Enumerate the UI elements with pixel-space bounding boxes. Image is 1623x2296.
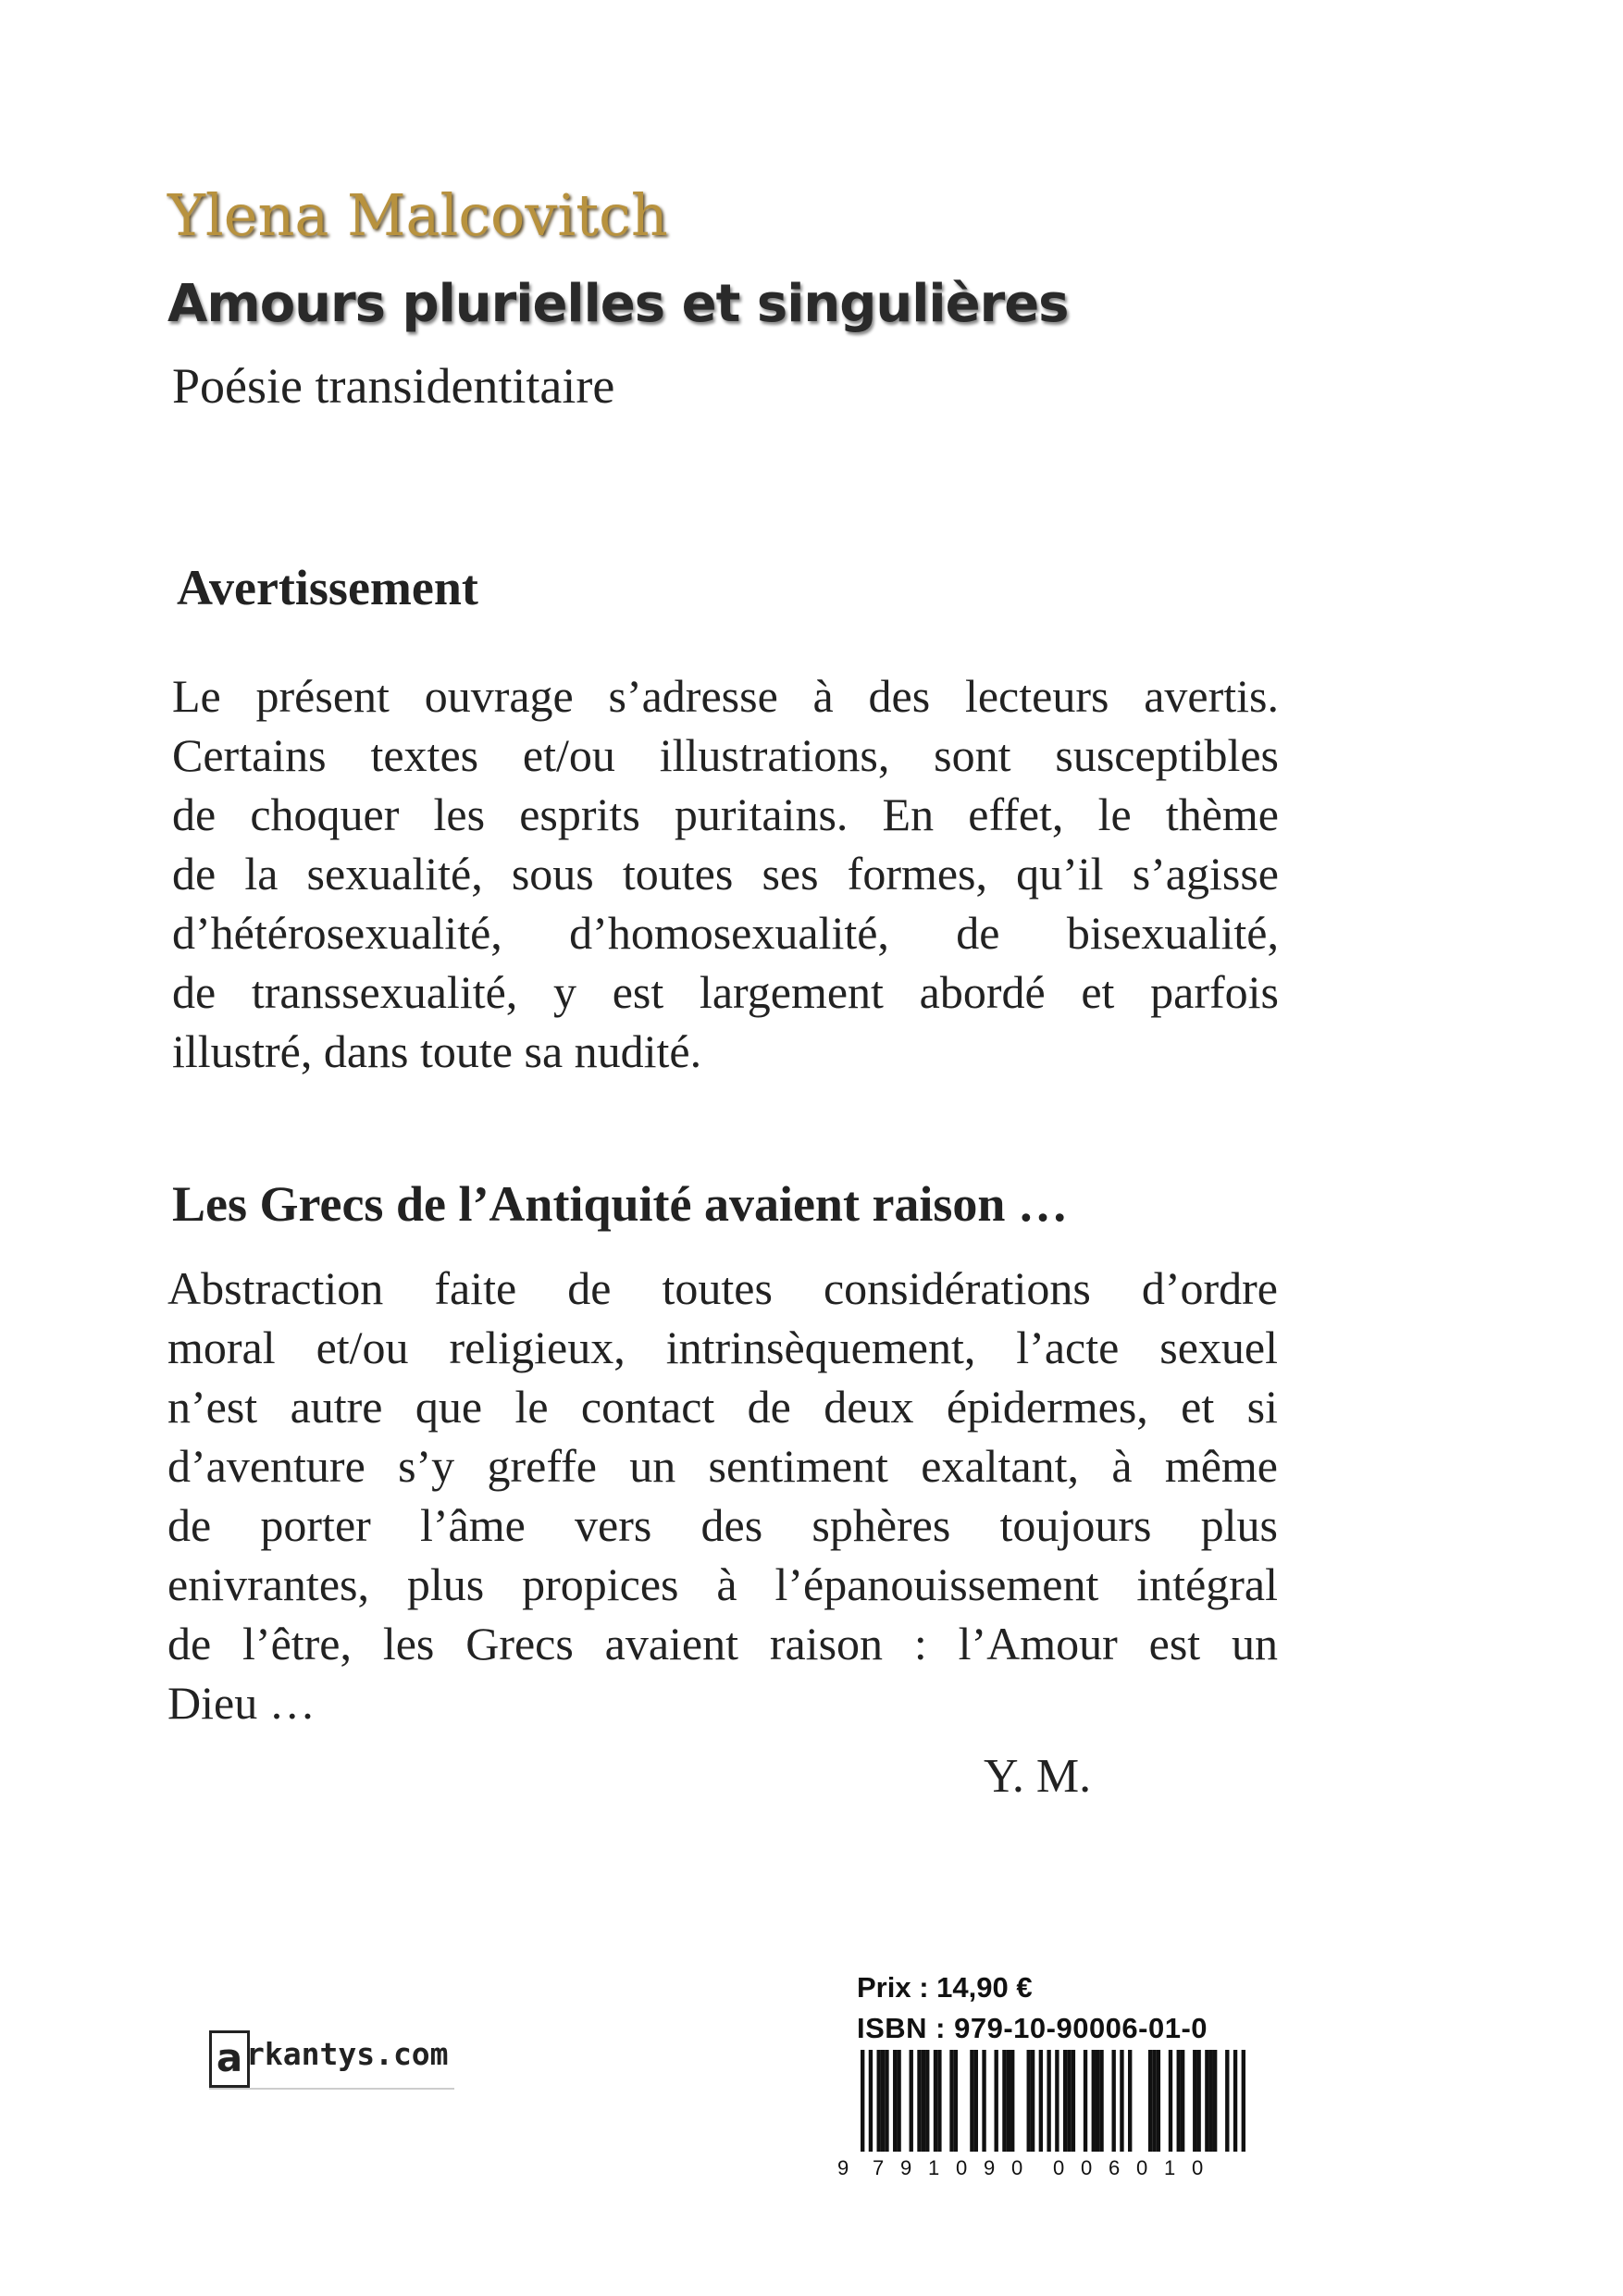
barcode-digit: 0 [956,2156,968,2179]
book-title: Amours plurielles et singulières [167,274,1069,334]
barcode-bar [922,2050,925,2152]
price-label: Prix : 14,90 € [857,1971,1033,2004]
greeks-line: Abstraction faite de toutes considérations d’ordre [167,1262,1278,1314]
barcode-bar [917,2050,921,2152]
barcode-bar [1096,2050,1099,2152]
warning-line: de choquer les esprits puritains. En effet, le thème [172,788,1279,840]
barcode-bar [861,2050,864,2152]
warning-line: de la sexualité, sous toutes ses formes, qu’il s’agisse [172,848,1279,900]
publisher-underline [209,2088,454,2090]
barcode-bar [1055,2050,1059,2152]
barcode [861,2050,1245,2152]
barcode-bar [1072,2050,1075,2152]
barcode-bar [1111,2050,1115,2152]
barcode-bar [897,2050,900,2152]
barcode-digit: 6 [1109,2156,1121,2179]
barcode-bar [885,2050,888,2152]
barcode-bar [1099,2050,1103,2152]
isbn-label: ISBN : 979-10-90006-01-0 [857,2012,1208,2044]
barcode-bar [869,2050,873,2152]
barcode-bar [910,2050,913,2152]
barcode-bar [1092,2050,1096,2152]
greeks-line: enivrantes, plus propices à l’épanouissement intégral [167,1558,1278,1610]
barcode-bar [1047,2050,1050,2152]
warning-line: Certains textes et/ou illustrations, sont susceptibles [172,729,1279,781]
barcode-bar [995,2050,998,2152]
greeks-line: de porter l’âme vers des sphères toujours plus [167,1499,1278,1551]
greeks-paragraph [167,1259,1278,1732]
barcode-bar [954,2050,958,2152]
barcode-digits [837,2156,1249,2184]
publisher-logo-text: rkantys.com [246,2036,449,2072]
barcode-bar [1027,2050,1031,2152]
barcode-bar [1233,2050,1237,2152]
barcode-bar [881,2050,885,2152]
barcode-bar [1084,2050,1087,2152]
barcode-bar [877,2050,881,2152]
barcode-bar [1242,2050,1245,2152]
greeks-line: n’est autre que le contact de deux épidermes, et si [167,1381,1278,1433]
barcode-digit: 9 [837,2156,849,2179]
barcode-bar [1152,2050,1156,2152]
greeks-line: Dieu … [167,1677,316,1729]
barcode-bar [1205,2050,1208,2152]
price-block [857,1967,1208,2049]
barcode-bar [925,2050,929,2152]
warning-paragraph [172,666,1279,1081]
warning-heading: Avertissement [177,560,478,615]
barcode-bar [1157,2050,1160,2152]
barcode-bar [934,2050,937,2152]
barcode-bar [1010,2050,1014,2152]
barcode-bar [1148,2050,1152,2152]
signature: Y. M. [984,1750,1092,1803]
warning-line: illustré, dans toute sa nudité. [172,1025,702,1077]
barcode-digit: 0 [1081,2156,1093,2179]
barcode-bar [1067,2050,1071,2152]
barcode-bar [1225,2050,1229,2152]
barcode-bar [1196,2050,1200,2152]
barcode-bar [949,2050,953,2152]
barcode-digit: 0 [1192,2156,1204,2179]
barcode-bar [1169,2050,1172,2152]
greeks-line: de l’être, les Grecs avaient raison : l’Amour est un [167,1618,1278,1669]
warning-line: de transsexualité, y est largement abordé et parfois [172,966,1279,1018]
barcode-digit: 0 [1053,2156,1065,2179]
barcode-digit: 9 [900,2156,912,2179]
barcode-bar [1039,2050,1043,2152]
greeks-line: d’aventure s’y greffe un sentiment exaltant, à même [167,1440,1278,1492]
barcode-bar [1063,2050,1067,2152]
barcode-bar [970,2050,973,2152]
barcode-bar [1181,2050,1184,2152]
barcode-bar [893,2050,897,2152]
greeks-line: moral et/ou religieux, intrinsèquement, l’acte sexuel [167,1322,1278,1373]
barcode-bar [1007,2050,1010,2152]
barcode-digit: 1 [928,2156,940,2179]
publisher-logo-letter: a [209,2030,250,2088]
barcode-bar [1002,2050,1006,2152]
barcode-bar [982,2050,985,2152]
barcode-bar [1128,2050,1132,2152]
barcode-bar [1209,2050,1213,2152]
barcode-bar [1031,2050,1035,2152]
barcode-digit: 9 [984,2156,996,2179]
barcode-digit: 1 [1164,2156,1176,2179]
barcode-digit: 0 [1011,2156,1023,2179]
barcode-bar [937,2050,941,2152]
barcode-bar [1193,2050,1196,2152]
author-name: Ylena Malcovitch [167,181,668,249]
barcode-bar [1177,2050,1181,2152]
barcode-bar [1213,2050,1217,2152]
warning-line: d’hétérosexualité, d’homosexualité, de bisexualité, [172,907,1279,959]
barcode-digit: 0 [1136,2156,1148,2179]
barcode-digit: 7 [873,2156,885,2179]
warning-line: Le présent ouvrage s’adresse à des lecteurs avertis. [172,670,1279,722]
book-subtitle: Poésie transidentitaire [172,358,615,414]
barcode-bar [974,2050,978,2152]
greeks-heading: Les Grecs de l’Antiquité avaient raison … [172,1176,1068,1232]
barcode-bar [1120,2050,1123,2152]
publisher-logo [209,2030,450,2091]
